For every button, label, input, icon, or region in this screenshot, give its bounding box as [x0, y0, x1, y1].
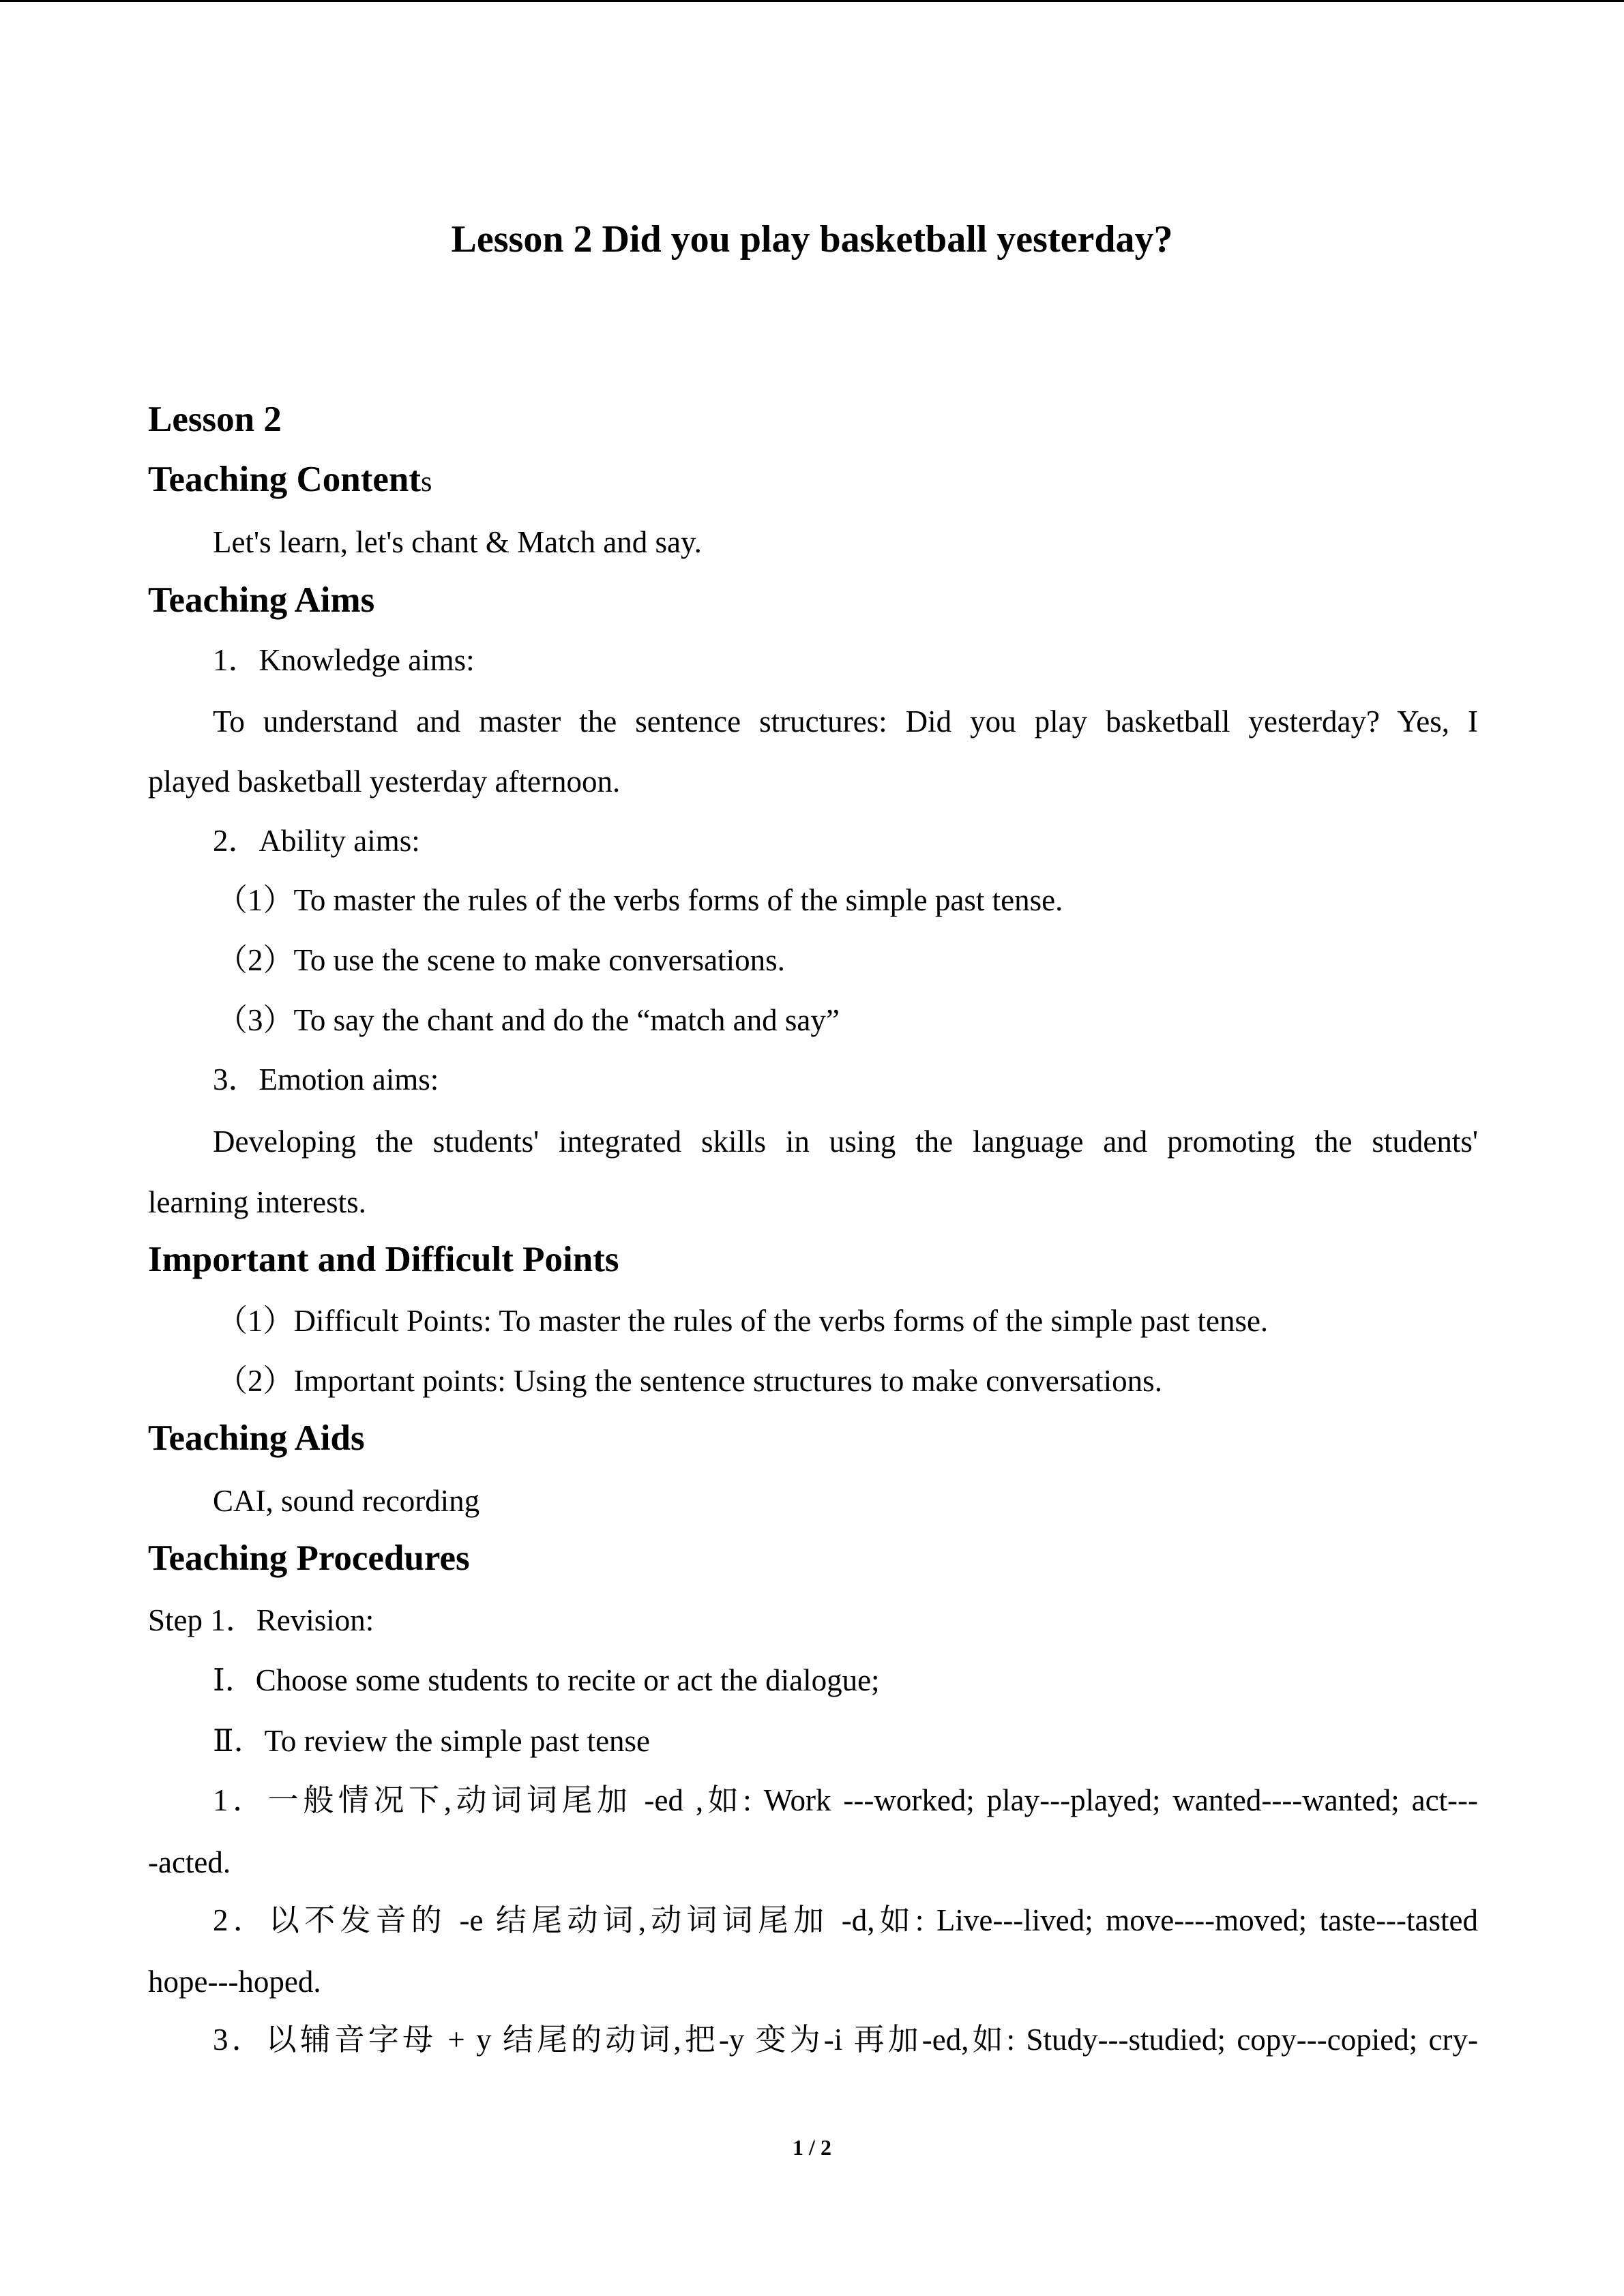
teaching-aims-heading: Teaching Aims [148, 580, 375, 620]
emotion-aims-line-2: learning interests. [148, 1185, 366, 1219]
ability-aim-2: （2）To use the scene to make conversations. [217, 943, 785, 977]
knowledge-aims-line-1: To understand and master the sentence structures: Did you play basketball yesterday? Yes, I [213, 704, 1478, 739]
difficult-points-item: （1）Difficult Points: To master the rules of the verbs forms of the simple past tense. [217, 1304, 1269, 1338]
knowledge-aims-line-2: played basketball yesterday afternoon. [148, 764, 621, 799]
page-number: 1 / 2 [793, 2135, 831, 2160]
ability-aim-1: （1）To master the rules of the verbs forms of the simple past tense. [217, 883, 1063, 917]
rule-2-line-1: 2．以不发音的 -e 结尾动词,动词词尾加 -d,如: Live---lived; move----moved; taste---tasted [213, 1903, 1478, 1937]
knowledge-aims-label: 1．Knowledge aims: [213, 643, 475, 677]
lesson-heading: Lesson 2 [148, 400, 282, 439]
revision-item-2: Ⅱ．To review the simple past tense [213, 1724, 651, 1758]
ability-aim-3: （3）To say the chant and do the “match and say” [217, 1003, 840, 1037]
teaching-contents-heading [148, 458, 432, 504]
teaching-contents-heading-main: Teaching Content [148, 460, 422, 499]
teaching-contents-heading-tail: s [421, 466, 432, 498]
revision-item-1: Ⅰ．Choose some students to recite or act the dialogue; [213, 1663, 880, 1697]
rule-1-line-1: 1．一般情况下,动词词尾加 -ed ,如: Work ---worked; play---played; wanted----wanted; act--- [213, 1783, 1478, 1817]
rule-1-line-2: -acted. [148, 1845, 231, 1879]
emotion-aims-label: 3．Emotion aims: [213, 1062, 439, 1097]
teaching-aids-heading: Teaching Aids [148, 1418, 365, 1458]
teaching-procedures-heading: Teaching Procedures [148, 1538, 470, 1578]
emotion-aims-line-1: Developing the students' integrated skills in using the language and promoting the students' [213, 1124, 1478, 1159]
important-points-item: （2）Important points: Using the sentence structures to make conversations. [217, 1364, 1162, 1398]
rule-2-line-2: hope---hoped. [148, 1965, 321, 1999]
document-title: Lesson 2 Did you play basketball yesterday? [451, 218, 1173, 260]
rule-3-line-1: 3．以辅音字母 + y 结尾的动词,把-y 变为-i 再加-ed,如: Study---studied; copy---copied; cry- [213, 2023, 1478, 2057]
important-difficult-points-heading: Important and Difficult Points [148, 1240, 619, 1279]
step-1-revision: Step 1．Revision: [148, 1603, 374, 1637]
teaching-aids-text: CAI, sound recording [213, 1484, 480, 1518]
ability-aims-label: 2．Ability aims: [213, 824, 420, 858]
teaching-contents-text: Let's learn, let's chant & Match and say. [213, 525, 702, 559]
